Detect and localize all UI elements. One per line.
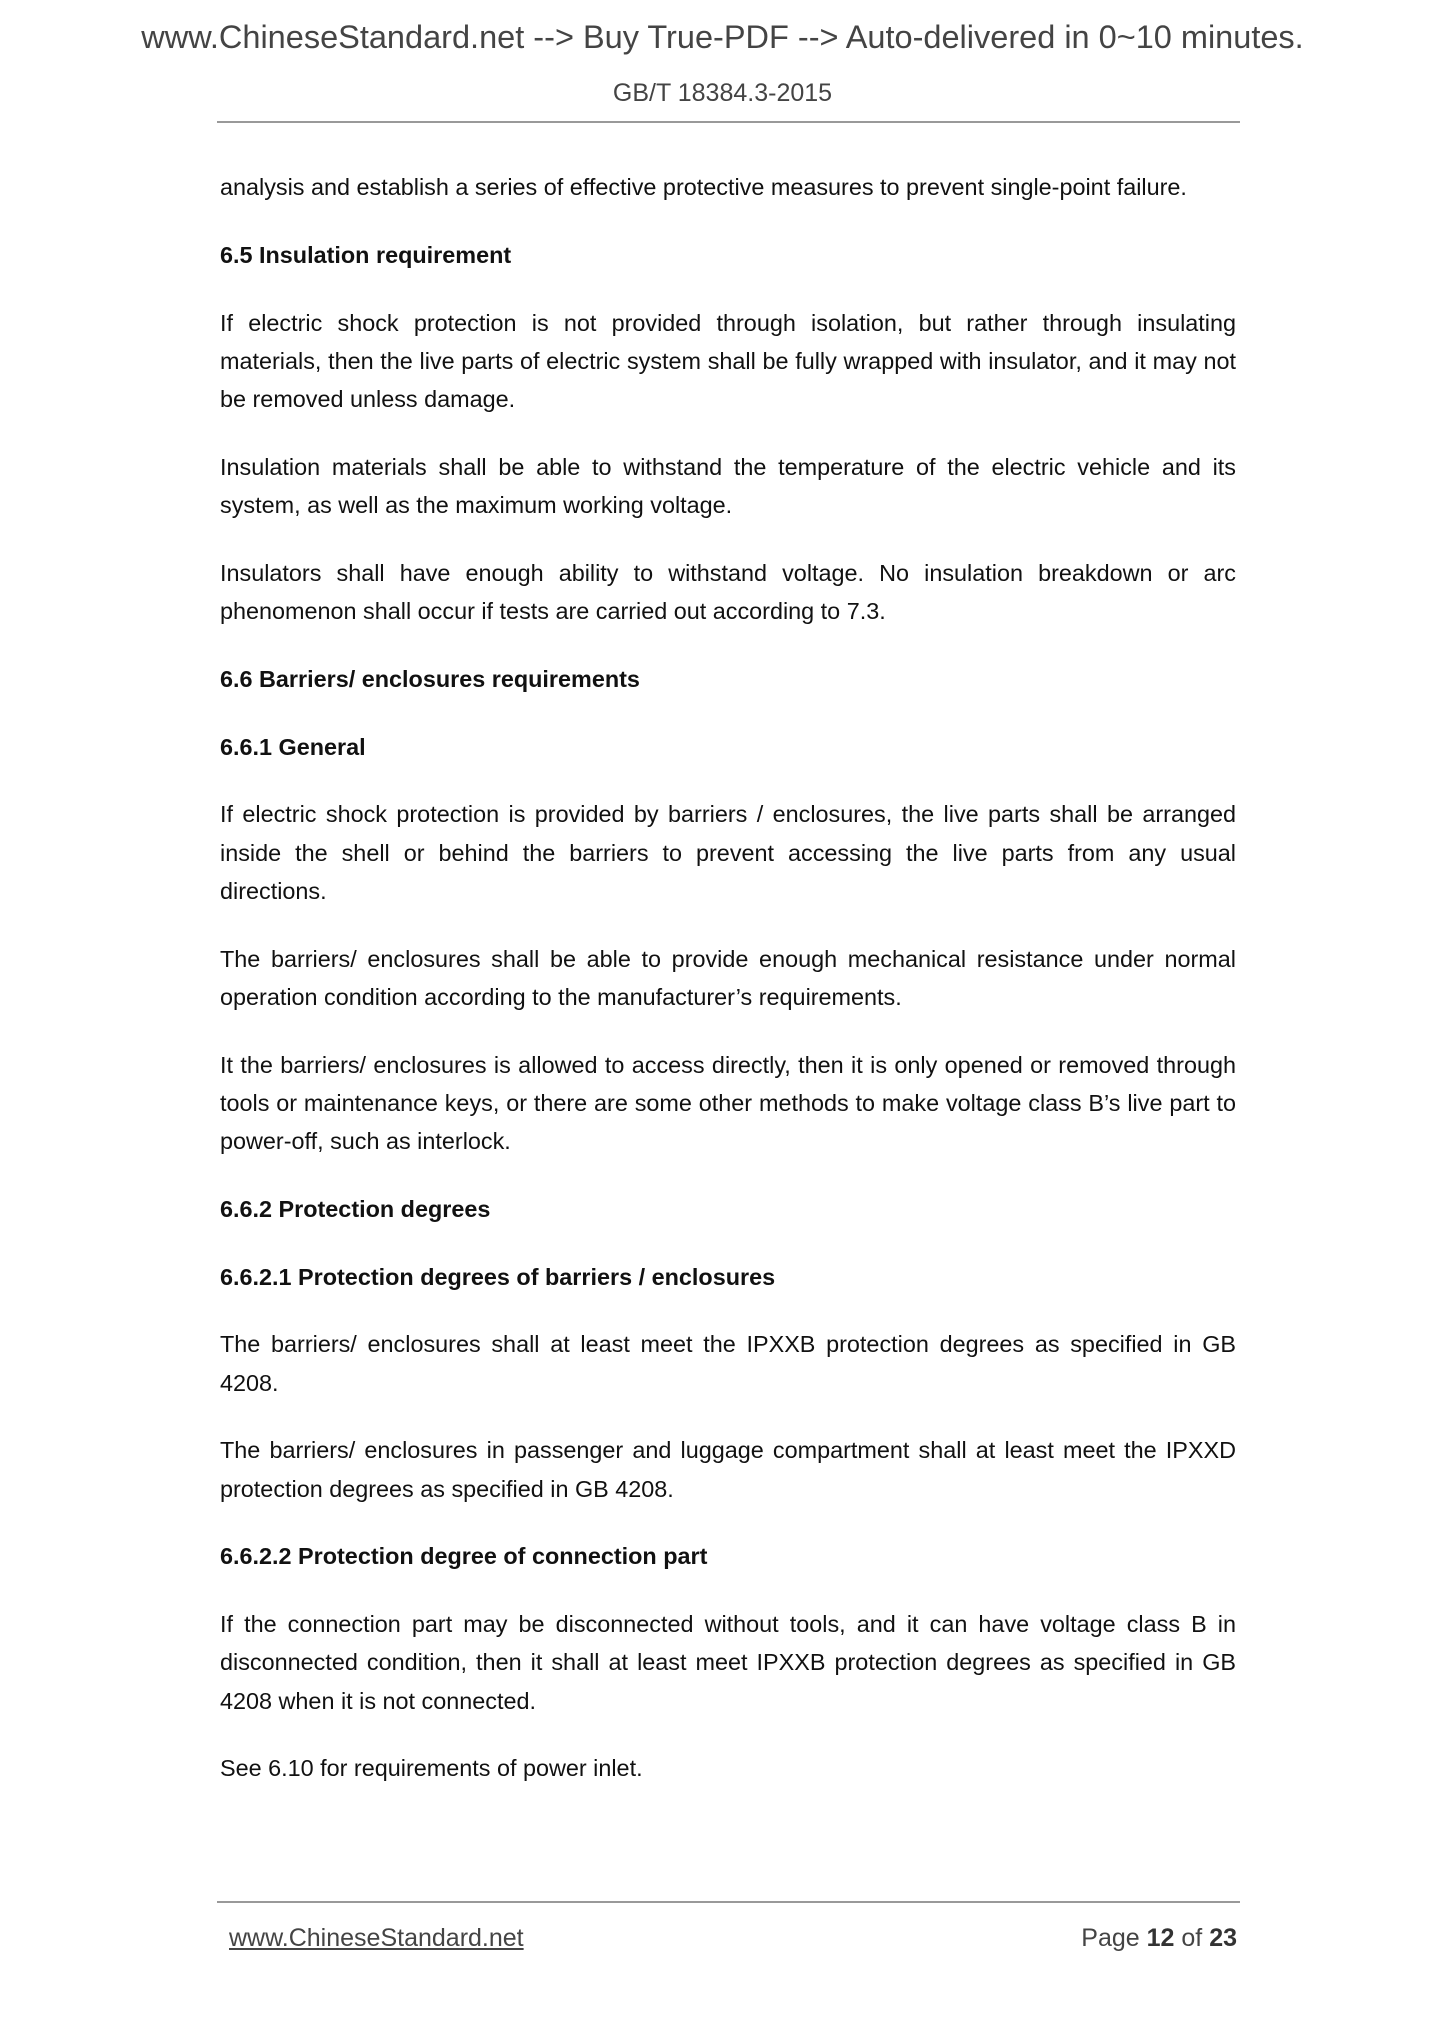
paragraph: It the barriers/ enclosures is allowed to access directly, then it is only opened or removed through tools or maintenance keys, or there are some other methods to make voltage class B’s live part to power-off, such as interlock. [220, 1051, 1236, 1154]
header-standard-number: GB/T 18384.3-2015 [612, 79, 833, 107]
paragraph: Insulation materials shall be able to withstand the temperature of the electric vehicle and its system, as well as the maximum working voltage. [220, 453, 1236, 518]
paragraph: If electric shock protection is not provided through isolation, but rather through insulating materials, then the live parts of electric system shall be fully wrapped with insulator, and it may not be removed unless damage. [220, 309, 1236, 412]
document-body [220, 168, 1236, 1817]
paragraph: The barriers/ enclosures shall be able to provide enough mechanical resistance under normal operation condition according to the manufacturer’s requirements. [220, 945, 1236, 1010]
paragraph: Insulators shall have enough ability to withstand voltage. No insulation breakdown or arc phenomenon shall occur if tests are carried out according to 7.3. [220, 559, 1236, 624]
total-pages: 23 [1209, 1924, 1237, 1952]
page-number [1081, 1924, 1237, 1953]
paragraph: The barriers/ enclosures shall at least meet the IPXXB protection degrees as specified in GB 4208. [220, 1331, 1236, 1396]
section-heading: 6.6.1 General [220, 733, 366, 760]
paragraph: If electric shock protection is provided by barriers / enclosures, the live parts shall be arranged inside the shell or behind the barriers to prevent accessing the live parts from any usual directions. [220, 801, 1236, 904]
section-heading: 6.6.2.2 Protection degree of connection part [220, 1543, 708, 1570]
page-word: Page [1081, 1924, 1140, 1952]
of-word: of [1181, 1924, 1203, 1952]
paragraph: If the connection part may be disconnected without tools, and it can have voltage class B in disconnected condition, then it shall at least meet IPXXB protection degrees as specified in GB 4208 when it is not connected. [220, 1611, 1236, 1714]
section-heading: 6.6.2 Protection degrees [220, 1195, 491, 1222]
current-page: 12 [1146, 1924, 1175, 1952]
footer-website-link[interactable]: www.ChineseStandard.net [229, 1924, 524, 1952]
section-heading: 6.5 Insulation requirement [220, 241, 512, 268]
paragraph: See 6.10 for requirements of power inlet. [220, 1755, 643, 1782]
section-heading: 6.6.2.1 Protection degrees of barriers / enclosures [220, 1263, 776, 1290]
section-heading: 6.6 Barriers/ enclosures requirements [220, 665, 640, 692]
header-banner: www.ChineseStandard.net --> Buy True-PDF --> Auto-delivered in 0~10 minutes. [141, 19, 1304, 55]
paragraph: The barriers/ enclosures in passenger and luggage compartment shall at least meet the IPXXD protection degrees as specified in GB 4208. [220, 1437, 1236, 1502]
header-rule [217, 121, 1240, 123]
footer-rule [217, 1901, 1240, 1903]
paragraph: analysis and establish a series of effective protective measures to prevent single-point failure. [220, 174, 1187, 200]
